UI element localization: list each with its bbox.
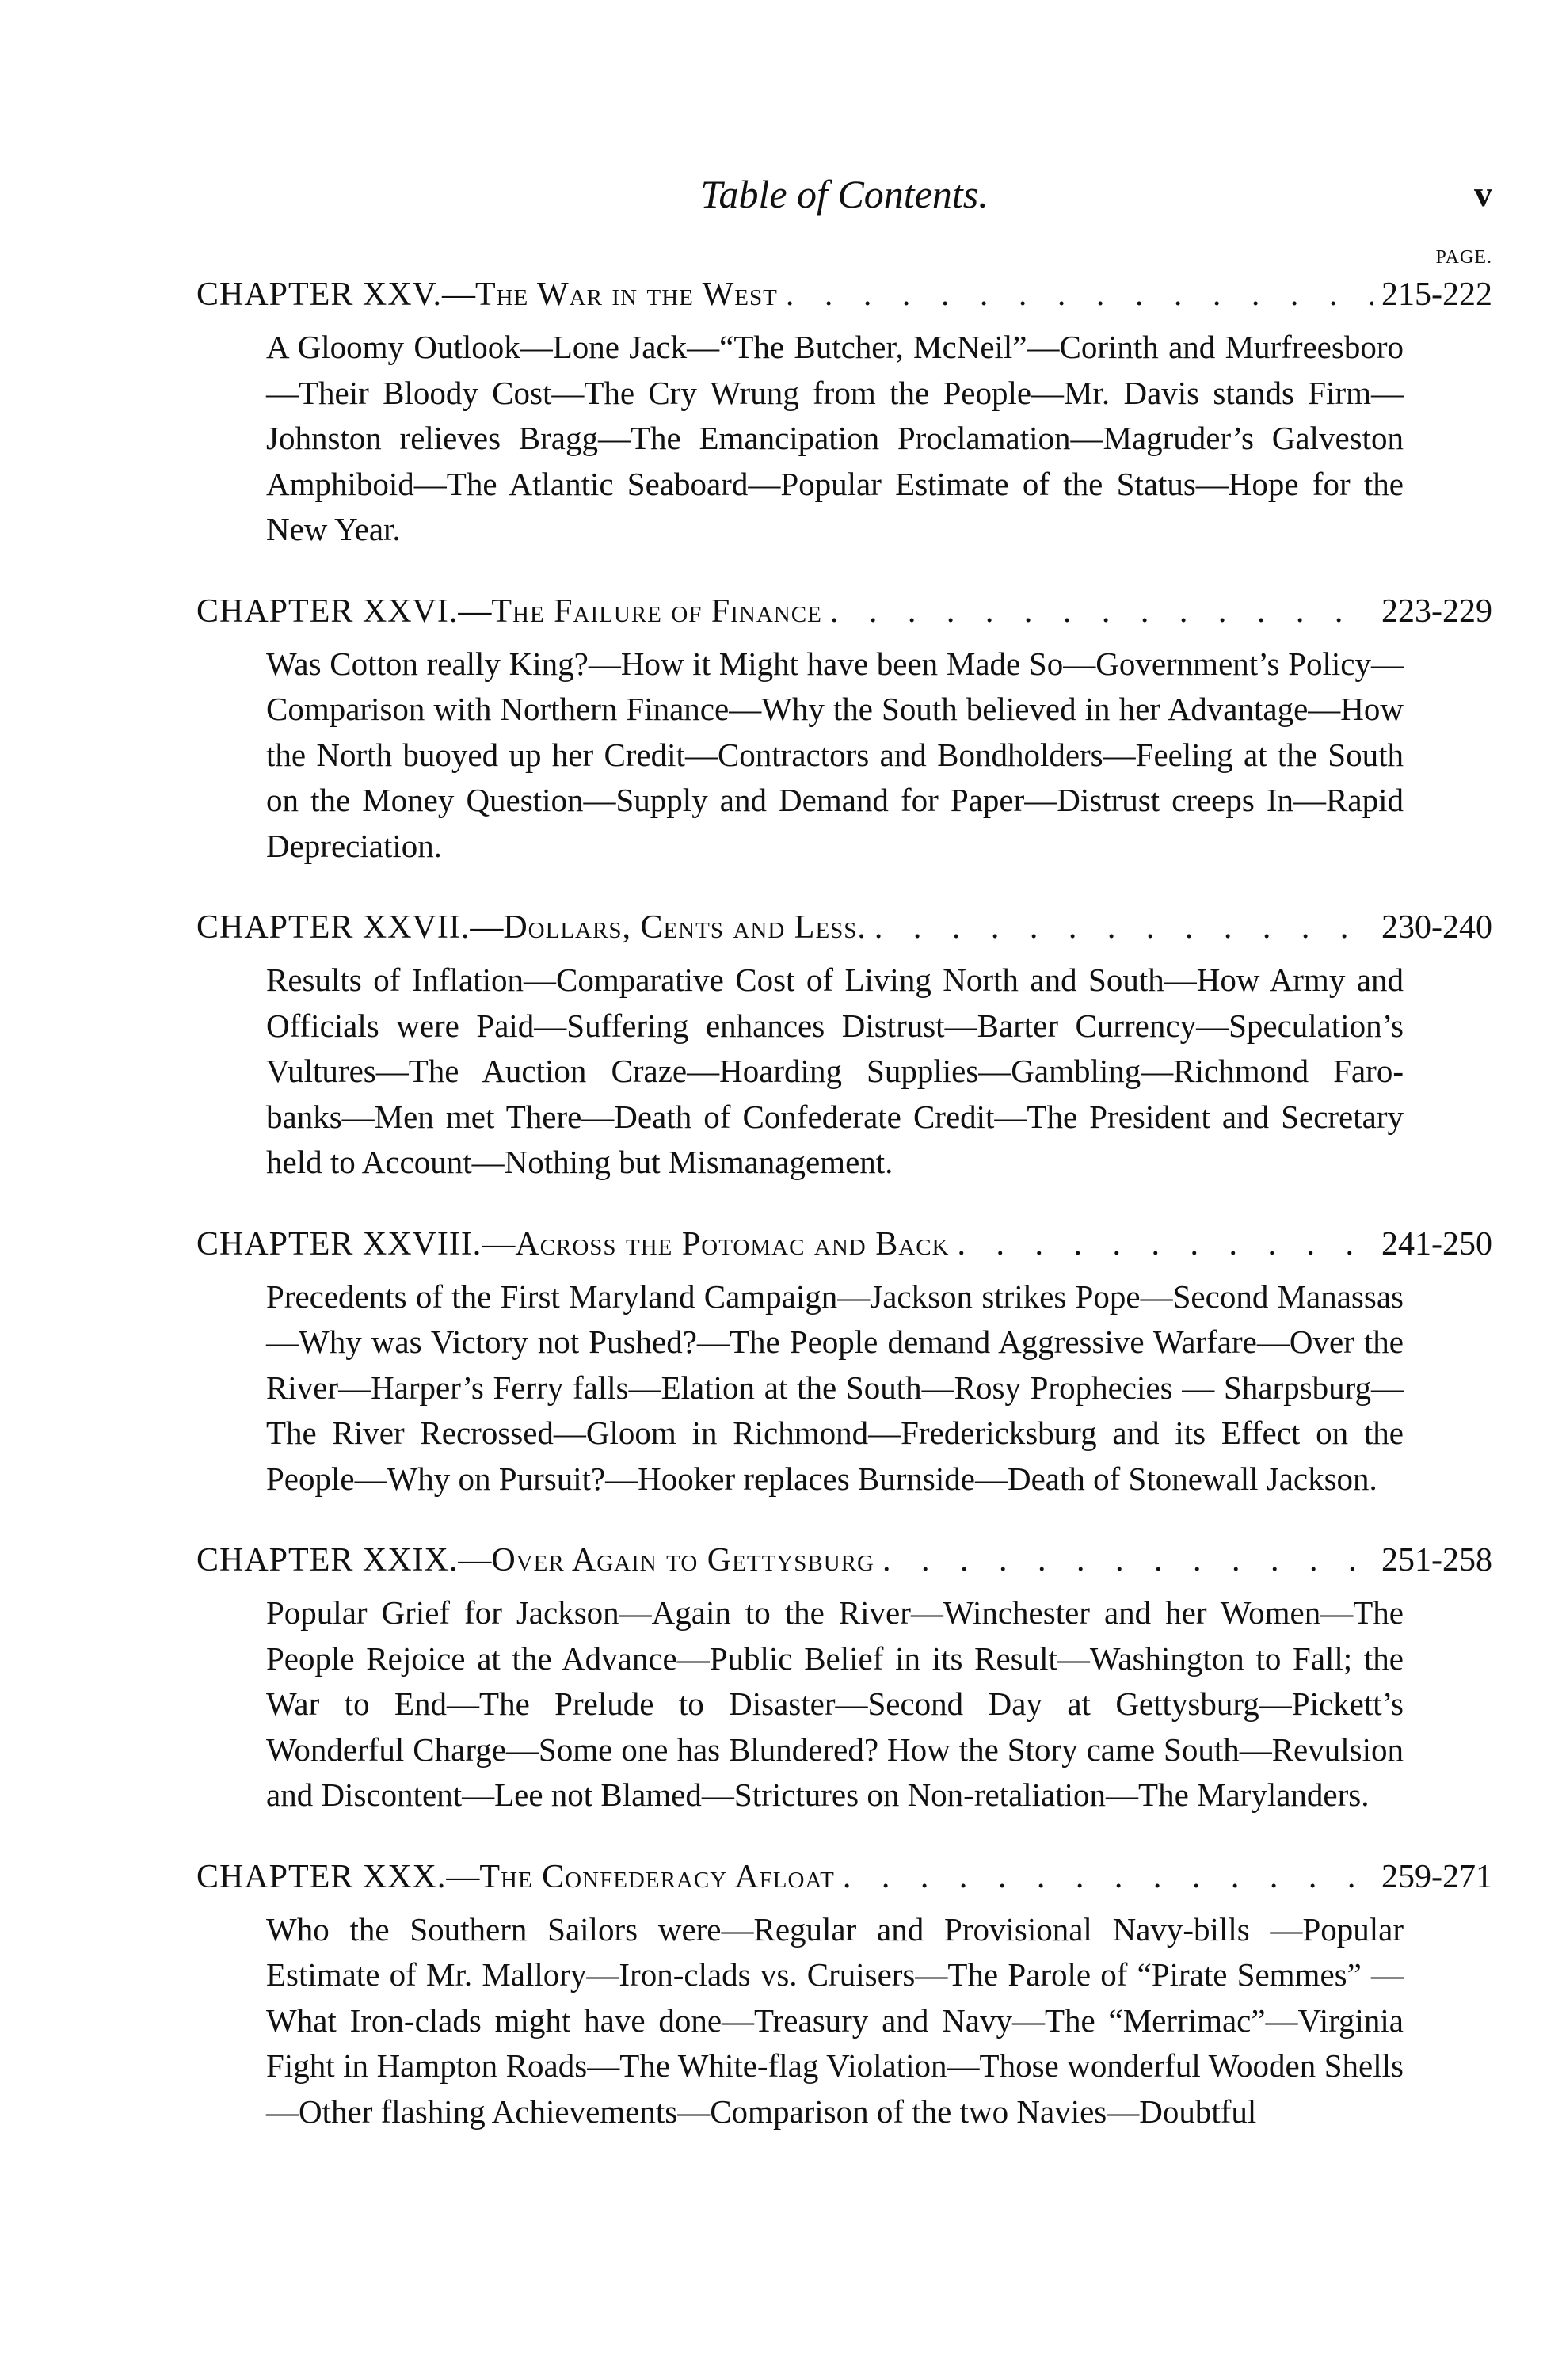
chapter-heading: CHAPTER XXVI. — The Failure of Finance . . . 223-229 [196,586,1492,637]
chapter-entry [196,1219,1492,1502]
dot-leader [786,269,1373,320]
chapter-summary: Precedents of the First Maryland Campaign—Jackson strikes Pope—Second Manassas—Why was Victory not Pushed?—The People demand Aggressive Warfare—Over the River—Harper’s Ferry falls—Elation at the South—Rosy Prophecies — Sharpsburg—The River Recrossed—Gloom in Richmond—Fredericksburg and its Effect on the People—Why on Pursuit?—Hooker replaces Burnside—Death of Stonewall Jackson. [266,1278,1404,1497]
chapter-pages: 241-250 [1381,1225,1492,1262]
dot-leader [830,586,1373,637]
page-title: Table of Contents. [700,172,989,216]
chapter-heading: CHAPTER XXX. — The Confederacy Afloat . . . 259-271 [196,1852,1492,1902]
chapter-number: CHAPTER XXVI. [196,592,459,630]
chapter-pages: 215-222 [1381,276,1492,313]
chapter-heading: CHAPTER XXVII. — Dollars, Cents and Less. . . . 230-240 [196,902,1492,953]
page-number: v [1474,173,1492,214]
chapter-pages: 230-240 [1381,909,1492,946]
chapter-entry [196,902,1492,1186]
chapter-pages: 223-229 [1381,592,1492,630]
dot-leader [874,902,1373,953]
chapter-heading: CHAPTER XXV. — The War in the West . . . 215-222 [196,269,1492,320]
dot-leader [882,1535,1373,1586]
chapter-entry [196,1852,1492,2135]
page-column-label: PAGE. [1435,247,1492,268]
chapter-summary: Popular Grief for Jackson—Again to the River—Winchester and her Women—The People Rejoice at the Advance—Public Belief in its Result—Washington to Fall; the War to End—The Prelude to Disaster—Second Day at Gettysburg—Pickett’s Wonderful Charge—Some one has Blundered? How the Story came South—Revulsion and Discontent—Lee not Blamed—Strictures on Non-retaliation—The Marylanders. [266,1594,1404,1813]
chapter-title: Across the Potomac and Back [515,1225,950,1262]
chapter-summary: Results of Inflation—Comparative Cost of Living North and South—How Army and Officials were Paid—Suffering enhances Distrust—Barter Currency—Speculation’s Vultures—The Auction Craze—Hoarding Supplies—Gambling—Richmond Faro-banks—Men met There—Death of Confederate Credit—The President and Secretary held to Account—Nothing but Mismanagement. [266,962,1404,1180]
chapter-title: Over Again to Gettysburg [491,1542,874,1578]
dot-leader [843,1852,1373,1902]
chapter-heading: CHAPTER XXIX. — Over Again to Gettysburg . . . 251-258 [196,1535,1492,1586]
chapter-entry [196,269,1492,553]
chapter-pages: 251-258 [1381,1542,1492,1578]
chapter-number: CHAPTER XXX. [196,1858,447,1895]
contents-list [196,269,1492,2168]
chapter-entry [196,586,1492,870]
chapter-number: CHAPTER XXV. [196,276,442,313]
chapter-title: The War in the West [474,276,778,313]
chapter-summary: A Gloomy Outlook—Lone Jack—“The Butcher, McNeil”—Corinth and Murfreesboro—Their Bloody Cost—The Cry Wrung from the People—Mr. Davis stands Firm—Johnston relieves Bragg—The Emancipation Proclamation—Magruder’s Galveston Amphiboid—The Atlantic Seaboard—Popular Estimate of the Status—Hope for the New Year. [266,329,1404,547]
chapter-title: Dollars, Cents and Less. [503,909,867,946]
chapter-title: The Confederacy Afloat [479,1858,835,1895]
chapter-summary: Who the Southern Sailors were—Regular and Provisional Navy-bills —Popular Estimate of Mr. Mallory—Iron-clads vs. Cruisers—The Parole of “Pirate Semmes” — What Iron-clads might have done—Treasury and Navy—The “Merrimac”—Virginia Fight in Hampton Roads—The White-flag Violation—Those wonderful Wooden Shells—Other flashing Achievements—Comparison of the two Navies—Doubtful [266,1910,1404,2130]
chapter-number: CHAPTER XXVII. [196,909,471,946]
chapter-number: CHAPTER XXVIII. [196,1225,482,1262]
running-head [196,166,1492,222]
chapter-title: The Failure of Finance [491,592,822,630]
chapter-summary: Was Cotton really King?—How it Might have been Made So—Government’s Policy—Comparison with Northern Finance—Why the South believed in her Advantage—How the North buoyed up her Credit—Contractors and Bondholders—Feeling at the South on the Money Question—Supply and Demand for Paper—Distrust creeps In—Rapid Depreciation. [266,645,1404,864]
chapter-heading: CHAPTER XXVIII. — Across the Potomac and Back . . . 241-250 [196,1219,1492,1270]
dot-leader [957,1219,1373,1270]
chapter-number: CHAPTER XXIX. [196,1542,459,1578]
chapter-entry [196,1535,1492,1818]
chapter-pages: 259-271 [1381,1858,1492,1895]
